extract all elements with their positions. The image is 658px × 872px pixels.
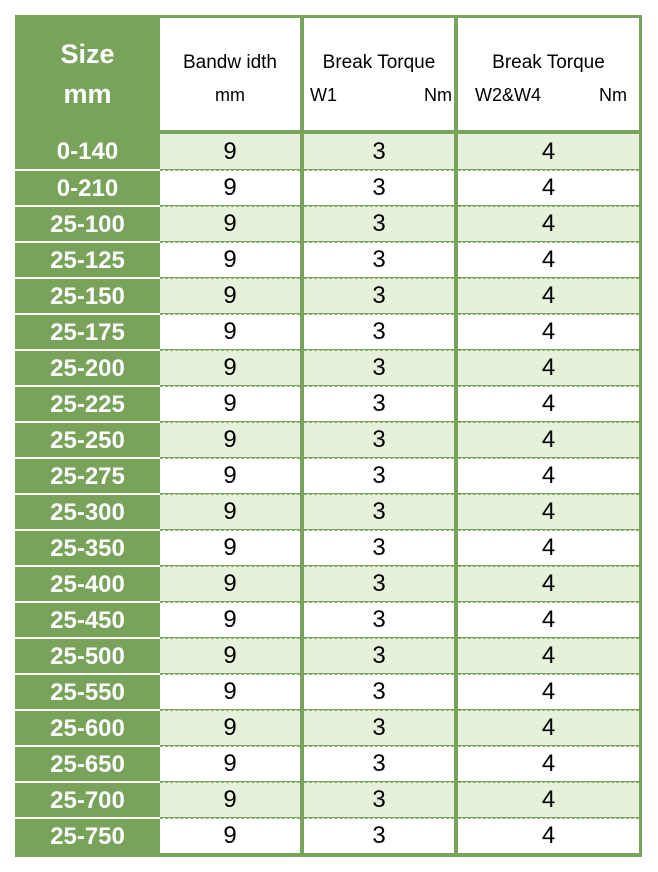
break-torque-w1-cell: 3	[304, 422, 454, 457]
break-torque-w2w4-cell: 4	[458, 638, 639, 673]
break-torque-w2w4-cell: 4	[458, 710, 639, 745]
break-torque-w1-cell: 3	[304, 710, 454, 745]
break-torque-w2w4-cell: 4	[458, 422, 639, 457]
bandwidth-cell: 9	[160, 206, 300, 241]
bandwidth-cell: 9	[160, 674, 300, 709]
size-cell: 0-140	[56, 138, 119, 165]
bandwidth-cell: 9	[160, 818, 300, 853]
bandwidth-cell: 9	[160, 314, 300, 349]
break-torque-w1-cell: 3	[304, 746, 454, 781]
break-torque-w2w4-cell: 4	[458, 350, 639, 385]
bandwidth-cell: 9	[160, 710, 300, 745]
break-torque-w2w4-cell: 4	[458, 278, 639, 313]
bandwidth-cell: 9	[160, 458, 300, 493]
break-torque-w1-cell: 3	[304, 494, 454, 529]
specification-table	[15, 15, 642, 857]
bandwidth-cell: 9	[160, 602, 300, 637]
break-torque-w1-header-code: W1	[310, 85, 337, 105]
bandwidth-cell: 9	[160, 350, 300, 385]
bandwidth-cell: 9	[160, 170, 300, 205]
break-torque-w2w4-cell: 4	[458, 494, 639, 529]
break-torque-w1-cell: 3	[304, 278, 454, 313]
bandwidth-cell: 9	[160, 386, 300, 421]
bandwidth-cell: 9	[160, 494, 300, 529]
break-torque-w1-cell: 3	[304, 350, 454, 385]
size-cell: 25-400	[15, 565, 160, 603]
bandwidth-cell: 9	[160, 746, 300, 781]
break-torque-w2w4-header-code: W2&W4	[475, 85, 542, 105]
break-torque-w1-header-label: Break Torque	[322, 52, 436, 73]
break-torque-w1-cell: 3	[304, 566, 454, 601]
size-cell: 0-210	[15, 169, 160, 207]
bandwidth-cell: 9	[160, 530, 300, 565]
bandwidth-cell: 9	[160, 278, 300, 313]
size-cell: 25-125	[15, 241, 160, 279]
break-torque-w1-cell: 3	[304, 314, 454, 349]
size-cell: 25-100	[15, 205, 160, 243]
size-cell: 25-175	[15, 313, 160, 351]
break-torque-w1-cell: 3	[304, 242, 454, 277]
size-cell: 25-550	[15, 673, 160, 711]
size-cell: 25-200	[15, 349, 160, 387]
break-torque-w2w4-cell: 4	[458, 386, 639, 421]
size-column-header	[15, 15, 160, 133]
bandwidth-cell: 9	[160, 638, 300, 673]
size-header-label: Size	[60, 39, 115, 69]
size-cell: 25-250	[15, 421, 160, 459]
size-cell: 25-650	[15, 745, 160, 783]
break-torque-w1-cell: 3	[304, 386, 454, 421]
break-torque-w1-column-header	[304, 18, 454, 130]
break-torque-w2w4-cell: 4	[458, 746, 639, 781]
size-cell: 25-275	[15, 457, 160, 495]
bandwidth-header-label: Bandw idth	[182, 52, 277, 73]
break-torque-w1-header-unit: Nm	[424, 85, 452, 105]
break-torque-w2w4-cell: 4	[458, 782, 639, 817]
break-torque-w1-cell: 3	[304, 638, 454, 673]
break-torque-w2w4-cell: 4	[458, 134, 639, 169]
bandwidth-header-unit: mm	[215, 85, 245, 105]
break-torque-w2w4-cell: 4	[458, 674, 639, 709]
size-header-unit: mm	[63, 79, 112, 109]
bandwidth-cell: 9	[160, 566, 300, 601]
break-torque-w1-cell: 3	[304, 458, 454, 493]
break-torque-w2w4-cell: 4	[458, 818, 639, 853]
break-torque-w2w4-cell: 4	[458, 602, 639, 637]
size-cell: 25-500	[15, 637, 160, 675]
break-torque-w1-cell: 3	[304, 602, 454, 637]
bandwidth-cell: 9	[160, 134, 300, 169]
break-torque-w2w4-cell: 4	[458, 206, 639, 241]
break-torque-w1-cell: 3	[304, 170, 454, 205]
break-torque-w1-cell: 3	[304, 818, 454, 853]
break-torque-w1-cell: 3	[304, 206, 454, 241]
break-torque-w2w4-cell: 4	[458, 458, 639, 493]
break-torque-w1-cell: 3	[304, 530, 454, 565]
size-cell: 25-700	[15, 781, 160, 819]
size-cell: 25-300	[15, 493, 160, 531]
size-cell: 25-750	[15, 817, 160, 855]
break-torque-w2w4-cell: 4	[458, 566, 639, 601]
break-torque-w2w4-cell: 4	[458, 314, 639, 349]
bandwidth-cell: 9	[160, 422, 300, 457]
size-cell: 25-600	[15, 709, 160, 747]
bandwidth-cell: 9	[160, 242, 300, 277]
break-torque-w2w4-cell: 4	[458, 242, 639, 277]
size-cell: 25-225	[15, 385, 160, 423]
bandwidth-cell: 9	[160, 782, 300, 817]
bandwidth-column-header	[160, 18, 300, 130]
break-torque-w1-cell: 3	[304, 134, 454, 169]
break-torque-w1-cell: 3	[304, 674, 454, 709]
break-torque-w2w4-column-header	[458, 18, 639, 130]
break-torque-w2w4-cell: 4	[458, 170, 639, 205]
break-torque-w2w4-cell: 4	[458, 530, 639, 565]
size-cell: 25-350	[15, 529, 160, 567]
break-torque-w1-cell: 3	[304, 782, 454, 817]
break-torque-w2w4-header-label: Break Torque	[492, 52, 605, 73]
break-torque-w2w4-header-unit: Nm	[599, 85, 627, 105]
size-cell: 25-450	[15, 601, 160, 639]
size-cell: 25-150	[15, 277, 160, 315]
